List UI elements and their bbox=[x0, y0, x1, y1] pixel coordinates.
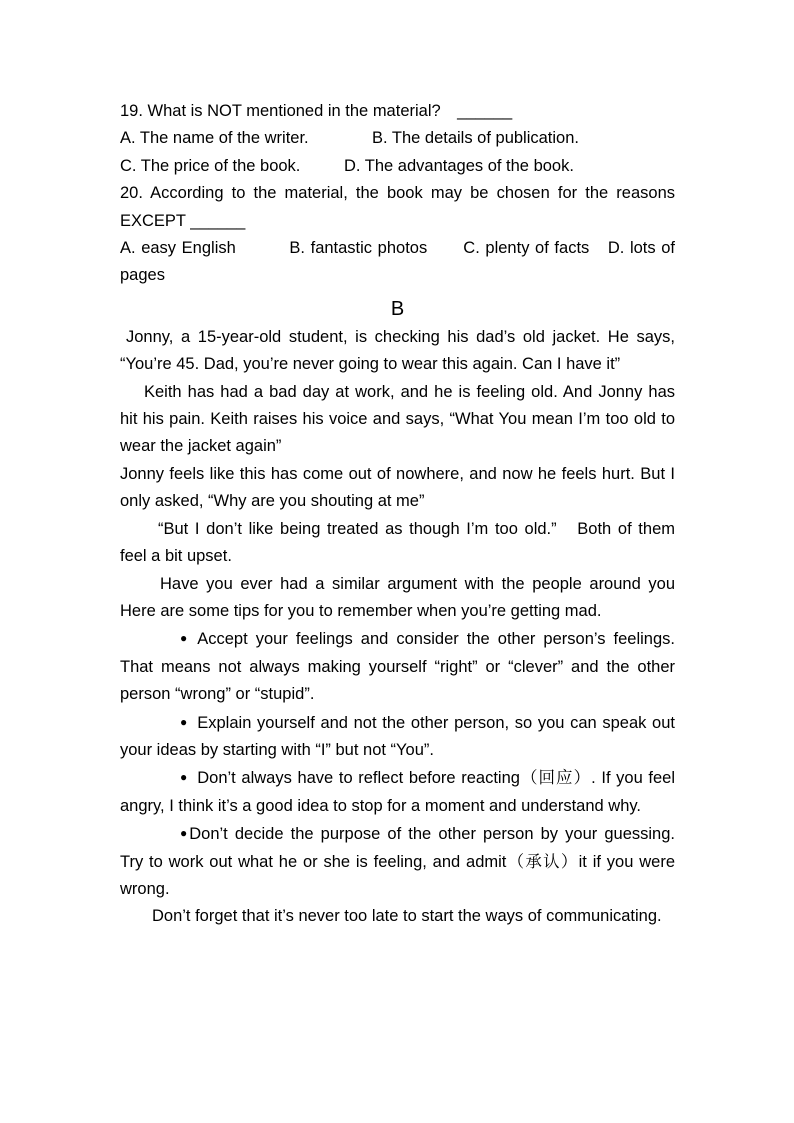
bullet-icon: ● bbox=[180, 770, 188, 785]
document-content bbox=[120, 98, 675, 931]
question-20-options: A. easy English B. fantastic photos C. plenty of facts D. lots of pages bbox=[120, 239, 675, 285]
bullet-icon: ● bbox=[180, 826, 188, 841]
question-20-stem: 20. According to the material, the book may be chosen for the reasons EXCEPT ______ bbox=[120, 184, 675, 230]
passage-paragraph-4: “But I don’t like being treated as though I’m too old.” Both of them feel a bit upset. bbox=[120, 519, 675, 566]
tip-3-text: Don’t always have to reflect before reacting（回应）. If you feel angry, I think it’s a good idea to stop for a moment and understand why. bbox=[120, 769, 675, 815]
passage-paragraph-2: Keith has had a bad day at work, and he is feeling old. And Jonny has hit his pain. Keith raises his voice and says, “What You mean I’m too old to wear the jacket again” bbox=[120, 382, 675, 456]
closing-paragraph: Don’t forget that it’s never too late to start the ways of communicating. bbox=[152, 907, 662, 926]
tip-1-text: Accept your feelings and consider the other person’s feelings. That means not always making yourself “right” or “clever” and the other person “wrong” or “stupid”. bbox=[120, 630, 675, 704]
tip-4 bbox=[120, 820, 675, 903]
tip-3 bbox=[120, 764, 675, 820]
section-heading: B bbox=[390, 297, 405, 320]
tip-2 bbox=[120, 709, 675, 765]
question-19-option-d: D. The advantages of the book. bbox=[344, 156, 574, 175]
question-19-stem: 19. What is NOT mentioned in the material? ______ bbox=[120, 102, 513, 120]
question-19-options-row-2 bbox=[120, 153, 675, 180]
tip-2-text: Explain yourself and not the other person, so you can speak out your ideas by starting with “I” but not “You”. bbox=[120, 713, 675, 759]
tip-1 bbox=[120, 625, 675, 708]
question-19-option-c: C. The price of the book. bbox=[120, 156, 301, 175]
question-19-option-b: B. The details of publication. bbox=[372, 129, 579, 148]
tip-4-text: Don’t decide the purpose of the other person by your guessing. Try to work out what he or she is feeling, and admit（承认）it if you were wrong. bbox=[120, 825, 675, 898]
question-19-options-row-1 bbox=[120, 125, 675, 152]
question-19-option-a: A. The name of the writer. bbox=[120, 129, 309, 148]
passage-paragraph-1: Jonny, a 15-year-old student, is checking his dad’s old jacket. He says, “You’re 45. Dad, you’re never going to wear this again. Can I have it” bbox=[120, 327, 675, 374]
bullet-icon: ● bbox=[180, 714, 188, 729]
passage-paragraph-3: Jonny feels like this has come out of nowhere, and now he feels hurt. But I only asked, “Why are you shouting at me” bbox=[120, 464, 675, 511]
bullet-icon: ● bbox=[180, 631, 188, 646]
passage-paragraph-5: Have you ever had a similar argument with the people around you Here are some tips for you to remember when you’re getting mad. bbox=[120, 574, 675, 620]
